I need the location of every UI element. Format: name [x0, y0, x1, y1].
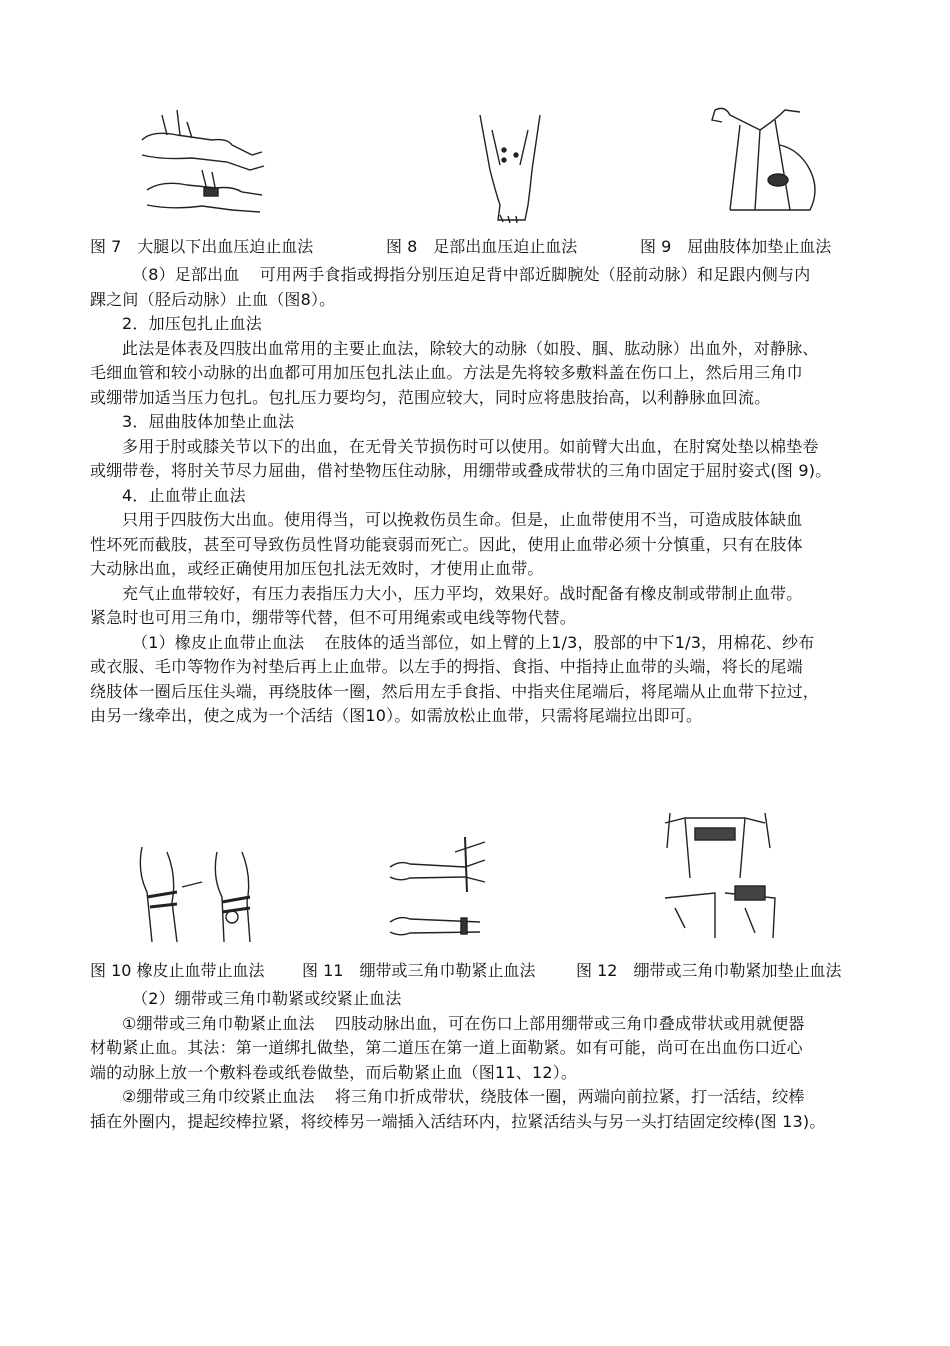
- bandage-tighten-text: 四肢动脉出血，可在伤口上部用绷带或三角巾叠成带状或用就便器: [334, 1013, 805, 1033]
- section-2-line: 毛细血管和较小动脉的出血都可用加压包扎法止血。方法是先将较多敷料盖在伤口上，然后用三角巾: [90, 363, 803, 382]
- rubber-tourniquet-text: 在肢体的适当部位，如上臂的上1/3，股部的中下1/3，用棉花、纱布: [324, 632, 815, 652]
- section-4-para1-line: 只用于四肢伤大出血。使用得当，可以挽救伤员生命。但是，止血带使用不当，可造成肢体缺血: [122, 510, 803, 529]
- foot-bleeding-text: 可用两手食指或拇指分别压迫足背中部近脚腕处（胫前动脉）和足跟内侧与内: [259, 265, 811, 284]
- section-4-para2-line: 紧急时也可用三角巾，绷带等代替，但不可用绳索或电线等物代替。: [90, 608, 577, 627]
- section-4-para1-line: 性坏死而截肢，甚至可导致伤员性肾功能衰弱而死亡。因此，使用止血带必须十分慎重，只有在肢体: [90, 534, 803, 554]
- rubber-tourniquet-lead: （1）橡皮止血带止血法: [132, 632, 305, 652]
- section-2-line: 此法是体表及四肢出血常用的主要止血法，除较大的动脉（如股、腘、肱动脉）出血外，对静脉、: [122, 338, 819, 358]
- body-text-lower: [90, 987, 870, 1134]
- section-3-heading: 3．屈曲肢体加垫止血法: [122, 412, 295, 431]
- section-4-heading: 4．止血带止血法: [122, 485, 246, 505]
- figure-7-caption: 图 7 大腿以下出血压迫止血法: [90, 237, 314, 256]
- figure-11-illustration: [385, 832, 495, 947]
- figure-11-caption: 图 11 绷带或三角巾勒紧止血法: [302, 961, 536, 980]
- bandage-twist-lead: ②绷带或三角巾绞紧止血法: [122, 1087, 315, 1106]
- figure-7-illustration: [132, 100, 272, 225]
- rubber-tourniquet-line: 绕肢体一圈后压住头端，再绕肢体一圈，然后用左手食指、中指夹住尾端后，将尾端从止血带下拉过，: [90, 681, 820, 701]
- rubber-tourniquet-line-1: [90, 631, 870, 656]
- figure-12-illustration: [655, 808, 780, 948]
- rubber-tourniquet-line: 或衣服、毛巾等物作为衬垫后再上止血带。以左手的拇指、食指、中指持止血带的头端，将长的尾端: [90, 657, 803, 676]
- figure-10-caption: 图 10 橡皮止血带止血法: [90, 961, 265, 980]
- section-3-line: 多用于肘或膝关节以下的出血，在无骨关节损伤时可以使用。如前臂大出血，在肘窝处垫以棉垫卷: [122, 436, 819, 456]
- bandage-twist-line: 插在外圈内，提起绞棒拉紧，将绞棒另一端插入活结环内，拉紧活结头与另一头打结固定绞棒(图 13)。: [90, 1111, 826, 1131]
- section-2-line: 或绷带加适当压力包扎。包扎压力要均匀，范围应较大，同时应将患肢抬高，以利静脉血回流。: [90, 387, 771, 407]
- bandage-twist-line-1: [90, 1085, 870, 1110]
- body-text-upper: [90, 263, 870, 729]
- bandage-twist-text: 将三角巾折成带状，绕肢体一圈，两端向前拉紧，打一活结，绞棒: [334, 1087, 805, 1106]
- bandage-section-heading: （2）绷带或三角巾勒紧或绞紧止血法: [132, 989, 402, 1008]
- rubber-tourniquet-line: 由另一缘牵出，使之成为一个活结（图10）。如需放松止血带，只需将尾端拉出即可。: [90, 706, 703, 725]
- figure-8-caption: 图 8 足部出血压迫止血法: [386, 237, 578, 256]
- figure-12-caption: 图 12 绷带或三角巾勒紧加垫止血法: [576, 961, 842, 980]
- bandage-tighten-line: 端的动脉上放一个敷料卷或纸卷做垫，而后勒紧止血（图11、12）。: [90, 1062, 578, 1082]
- bandage-tighten-line: 材勒紧止血。其法：第一道绑扎做垫，第二道压在第一道上面勒紧。如有可能，尚可在出血伤口近心: [90, 1038, 803, 1057]
- foot-bleeding-line-1: [90, 263, 870, 288]
- foot-bleeding-lead: （8）足部出血: [132, 265, 240, 284]
- section-4-para1-line: 大动脉出血，或经正确使用加压包扎法无效时，才使用止血带。: [90, 559, 544, 578]
- figure-9-illustration: [700, 100, 830, 220]
- bandage-tighten-line-1: [90, 1012, 870, 1037]
- section-4-para2-line: 充气止血带较好，有压力表指压力大小，压力平均，效果好。战时配备有橡皮制或带制止血带。: [122, 583, 803, 603]
- figure-8-illustration: [470, 110, 550, 225]
- figure-10-illustration: [132, 842, 262, 947]
- section-3-line: 或绷带卷，将肘关节尽力屈曲，借衬垫物压住动脉，用绷带或叠成带状的三角巾固定于屈肘姿式(图 9)。: [90, 461, 832, 480]
- foot-bleeding-line-2: 踝之间（胫后动脉）止血（图8）。: [90, 289, 336, 309]
- bandage-tighten-lead: ①绷带或三角巾勒紧止血法: [122, 1013, 315, 1033]
- figure-9-caption: 图 9 屈曲肢体加垫止血法: [640, 237, 832, 256]
- section-2-heading: 2．加压包扎止血法: [122, 314, 262, 333]
